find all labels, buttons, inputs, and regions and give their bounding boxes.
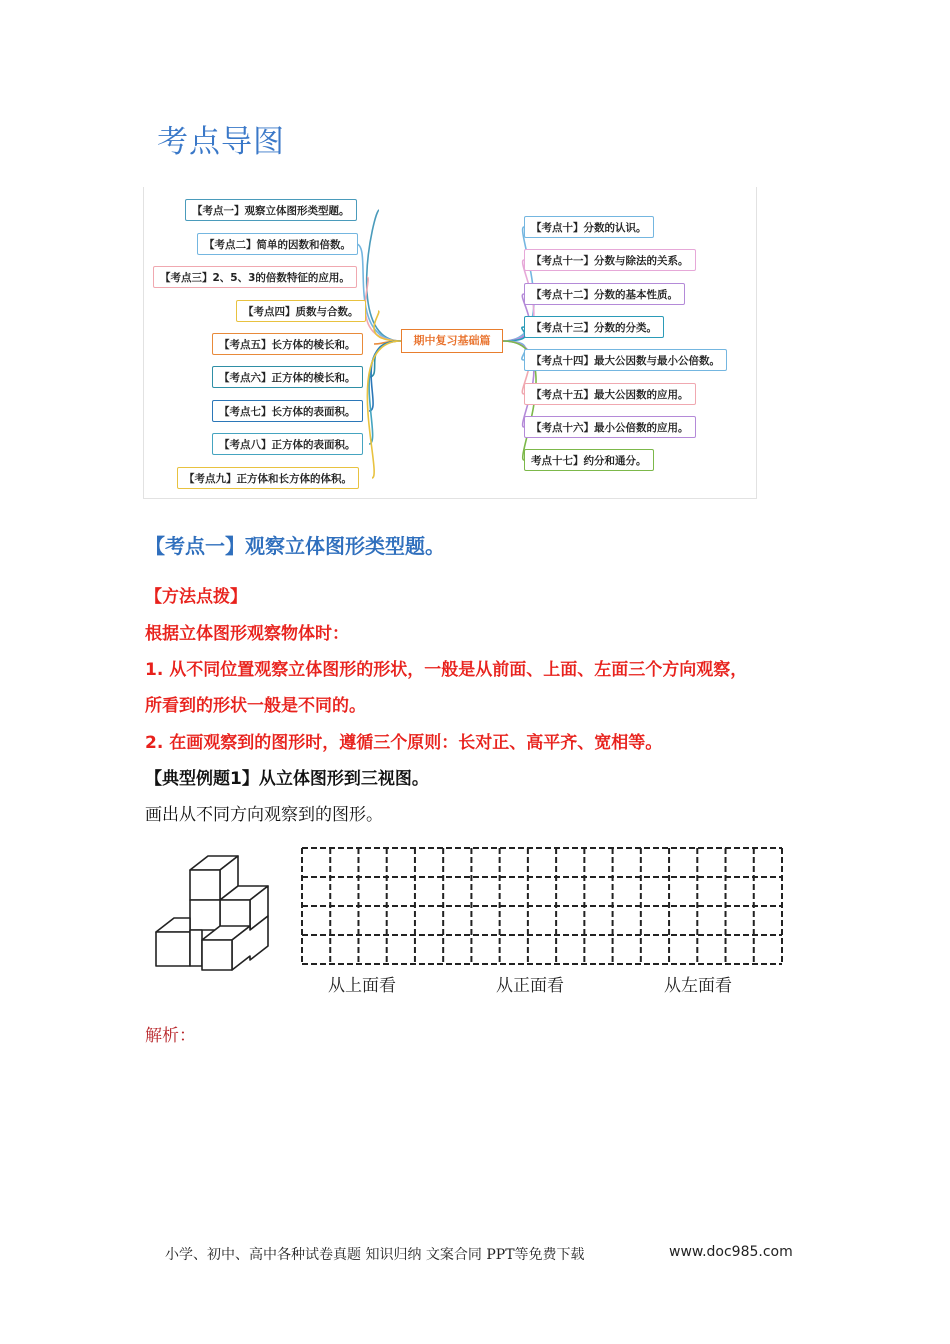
footer-text: 小学、初中、高中各种试卷真题 知识归纳 文案合同 PPT等免费下载 [165, 1247, 585, 1263]
method-point-2: 2. 在画观察到的图形时，遵循三个原则：长对正、高平齐、宽相等。 [145, 733, 663, 753]
analysis-label: 解析： [145, 1026, 196, 1046]
method-intro: 根据立体图形观察物体时： [145, 624, 349, 644]
mind-map-node-right: 【考点十】分数的认识。 [524, 216, 654, 238]
footer-url[interactable]: www.doc985.com [669, 1244, 793, 1260]
mind-map-node-right: 【考点十三】分数的分类。 [524, 316, 664, 338]
mind-map [143, 187, 757, 499]
mind-map-node-right: 【考点十二】分数的基本性质。 [524, 283, 685, 305]
mind-map-node-left: 【考点九】正方体和长方体的体积。 [177, 467, 359, 489]
method-point-1: 1. 从不同位置观察立体图形的形状，一般是从前面、上面、左面三个方向观察， [145, 660, 748, 680]
mind-map-node-left: 【考点八】正方体的表面积。 [212, 433, 363, 455]
grid-label-top: 从上面看 [328, 976, 396, 996]
drawing-grid [300, 846, 784, 966]
mind-map-node-right: 考点十七】约分和通分。 [524, 449, 654, 471]
cube-stack-figure [150, 852, 280, 980]
mind-map-node-left: 【考点三】2、5、3的倍数特征的应用。 [153, 266, 357, 288]
mind-map-node-left: 【考点七】长方体的表面积。 [212, 400, 363, 422]
mind-map-node-left: 【考点四】质数与合数。 [236, 300, 366, 322]
mind-map-node-left: 【考点六】正方体的棱长和。 [212, 366, 363, 388]
example-text: 画出从不同方向观察到的图形。 [145, 805, 383, 825]
mind-map-node-left: 【考点一】观察立体图形类型题。 [185, 199, 357, 221]
mind-map-center: 期中复习基础篇 [401, 329, 503, 353]
page-title: 考点导图 [157, 124, 285, 160]
mind-map-node-right: 【考点十一】分数与除法的关系。 [524, 249, 696, 271]
mind-map-node-right: 【考点十五】最大公因数的应用。 [524, 383, 696, 405]
method-tag: 【方法点拨】 [145, 587, 247, 607]
mind-map-node-right: 【考点十六】最小公倍数的应用。 [524, 416, 696, 438]
grid-label-left: 从左面看 [664, 976, 732, 996]
example-title: 【典型例题1】从立体图形到三视图。 [145, 769, 429, 789]
section-heading: 【考点一】观察立体图形类型题。 [145, 534, 445, 558]
footer [165, 1244, 793, 1264]
grid-label-front: 从正面看 [496, 976, 564, 996]
method-point-1-cont: 所看到的形状一般是不同的。 [145, 696, 366, 716]
mind-map-node-right: 【考点十四】最大公因数与最小公倍数。 [524, 349, 727, 371]
mind-map-node-left: 【考点二】简单的因数和倍数。 [197, 233, 358, 255]
mind-map-node-left: 【考点五】长方体的棱长和。 [212, 333, 363, 355]
